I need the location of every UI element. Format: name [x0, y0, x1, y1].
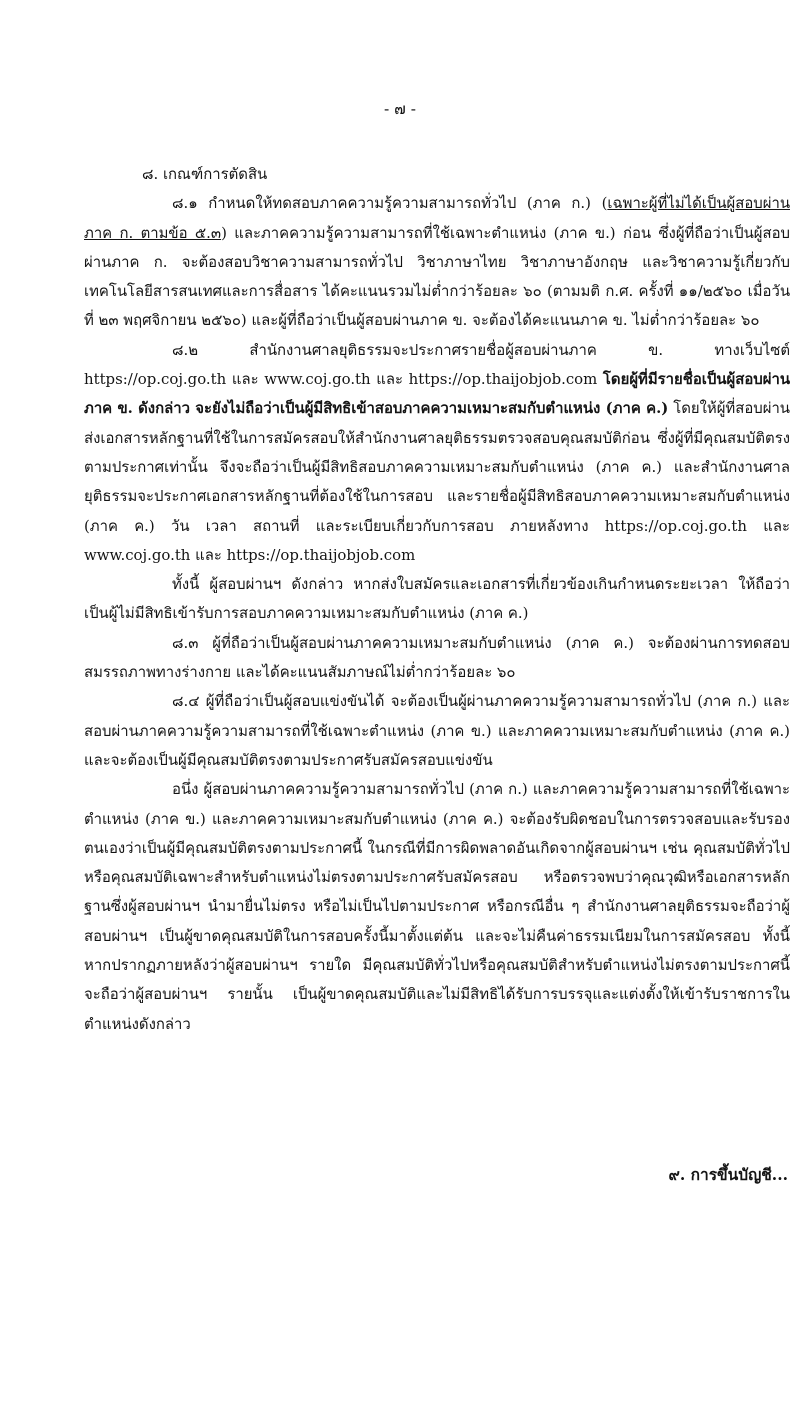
criterion-8-1	[84, 189, 790, 335]
criterion-8-1-text-start: ๘.๑ กำหนดให้ทดสอบภาคความรู้ความสามารถทั่วไป (ภาค ก.) (	[172, 194, 608, 213]
criterion-8-2-text-end: โดยให้ผู้ที่สอบผ่านส่งเอกสารหลักฐานที่ใช้ในการสมัครสอบให้สำนักงานศาลยุติธรรมตรวจสอบคุณสมบัติก่อน ซึ่งผู้ที่มีคุณสมบัติตรงตามประกาศเท่านั้น จึงจะถือว่าเป็นผู้มีสิทธิสอบภาคความเหมาะสมกับตำแหน่ง (ภาค ค.) และสำนักงานศาลยุติธรรมจะประกาศเอกสารหลักฐานที่ต้องใช้ในการสอบ และรายชื่อผู้มีสิทธิสอบภาคความเหมาะสมกับตำแหน่ง (ภาค ค.) วัน เวลา สถานที่ และระเบียบเกี่ยวกับการสอบ ภายหลังทาง https://op.coj.go.th และ www.coj.go.th และ https://op.thaijobjob.com	[84, 399, 790, 564]
page-number: - ๗ -	[384, 100, 416, 118]
responsibility-paragraph: อนึ่ง ผู้สอบผ่านภาคความรู้ความสามารถทั่วไป (ภาค ก.) และภาคความรู้ความสามารถที่ใช้เฉพาะตำแหน่ง (ภาค ข.) และภาคความเหมาะสมกับตำแหน่ง (ภาค ค.) จะต้องรับผิดชอบในการตรวจสอบและรับรองตนเองว่าเป็นผู้มีคุณสมบัติตรงตามประกาศนี้ ในกรณีที่มีการผิดพลาดอันเกิดจากผู้สอบผ่านฯ เช่น คุณสมบัติทั่วไปหรือคุณสมบัติเฉพาะสำหรับตำแหน่งไม่ตรงตามประกาศรับสมัครสอบ หรือตรวจพบว่าคุณวุฒิหรือเอกสารหลักฐานซึ่งผู้สอบผ่านฯ นำมายื่นไม่ตรง หรือไม่เป็นไปตามประกาศ หรือกรณีอื่น ๆ สำนักงานศาลยุติธรรมจะถือว่าผู้สอบผ่านฯ เป็นผู้ขาดคุณสมบัติในการสอบครั้งนี้มาตั้งแต่ต้น และจะไม่คืนค่าธรรมเนียมในการสมัครสอบ ทั้งนี้ หากปรากฏภายหลังว่าผู้สอบผ่านฯ รายใด มีคุณสมบัติทั่วไปหรือคุณสมบัติสำหรับตำแหน่งไม่ตรงตามประกาศนี้ จะถือว่าผู้สอบผ่านฯ รายนั้น เป็นผู้ขาดคุณสมบัติและไม่มีสิทธิได้รับการบรรจุและแต่งตั้งให้เข้ารับราชการในตำแหน่งดังกล่าว	[84, 780, 790, 1033]
document-body	[84, 160, 790, 1039]
deadline-paragraph: ทั้งนี้ ผู้สอบผ่านฯ ดังกล่าว หากส่งใบสมัครและเอกสารที่เกี่ยวข้องเกินกำหนดระยะเวลา ให้ถือว่าเป็นผู้ไม่มีสิทธิเข้ารับการสอบภาคความเหมาะสมกับตำแหน่ง (ภาค ค.)	[84, 575, 790, 623]
criterion-8-4: ๘.๔ ผู้ที่ถือว่าเป็นผู้สอบแข่งขันได้ จะต้องเป็นผู้ผ่านภาคความรู้ความสามารถทั่วไป (ภาค ก.) และสอบผ่านภาคความรู้ความสามารถที่ใช้เฉพาะตำแหน่ง (ภาค ข.) และภาคความเหมาะสมกับตำแหน่ง (ภาค ค.) และจะต้องเป็นผู้มีคุณสมบัติตรงตามประกาศรับสมัครสอบแข่งขัน	[84, 692, 790, 769]
criterion-8-3: ๘.๓ ผู้ที่ถือว่าเป็นผู้สอบผ่านภาคความเหมาะสมกับตำแหน่ง (ภาค ค.) จะต้องผ่านการทดสอบสมรรถภาพทางร่างกาย และได้คะแนนสัมภาษณ์ไม่ต่ำกว่าร้อยละ ๖๐	[84, 633, 790, 682]
criterion-8-2-text-start: ๘.๒ สำนักงานศาลยุติธรรมจะประกาศรายชื่อผู้สอบผ่านภาค ข. ทางเว็บไซต์ https://op.coj.go.th และ www.coj.go.th และ https://op.thaijobjob.com	[84, 340, 790, 389]
next-section-continuation: ๙. การขึ้นบัญชี...	[668, 1165, 788, 1184]
section-title: ๘. เกณฑ์การตัดสิน	[142, 165, 268, 183]
criterion-8-1-underlined-note: เฉพาะผู้ที่ไม่ได้เป็นผู้สอบผ่านภาค ก. ตามข้อ ๕.๓	[84, 194, 790, 242]
criterion-8-1-text-end: ) และภาคความรู้ความสามารถที่ใช้เฉพาะตำแหน่ง (ภาค ข.) ก่อน ซึ่งผู้ที่ถือว่าเป็นผู้สอบผ่านภาค ก. จะต้องสอบวิชาความสามารถทั่วไป วิชาภาษาไทย วิชาภาษาอังกฤษ และวิชาความรู้เกี่ยวกับเทคโนโลยีสารสนเทศและการสื่อสาร ได้คะแนนรวมไม่ต่ำกว่าร้อยละ ๖๐ (ตามมติ ก.ศ. ครั้งที่ ๑๑/๒๕๖๐ เมื่อวันที่ ๒๓ พฤศจิกายน ๒๕๖๐) และผู้ที่ถือว่าเป็นผู้สอบผ่านภาค ข. จะต้องได้คะแนนภาค ข. ไม่ต่ำกว่าร้อยละ ๖๐	[84, 223, 790, 330]
criterion-8-2	[84, 336, 790, 570]
criterion-8-2-bold-note: โดยผู้ที่มีรายชื่อเป็นผู้สอบผ่านภาค ข. ดังกล่าว จะยังไม่ถือว่าเป็นผู้มีสิทธิเข้าสอบภาคความเหมาะสมกับตำแหน่ง (ภาค ค.)	[84, 370, 790, 418]
